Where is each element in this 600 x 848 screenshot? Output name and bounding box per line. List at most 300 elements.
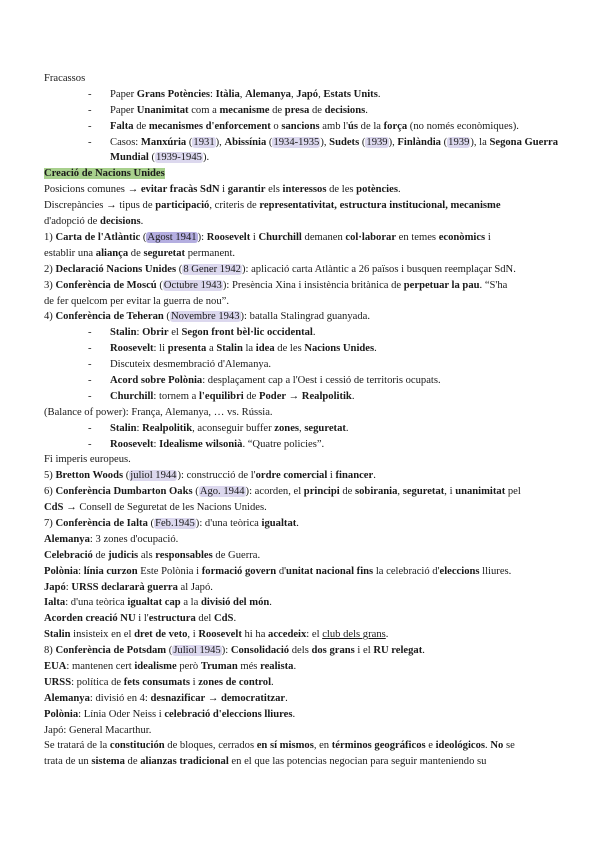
paragraph-line [44,214,560,230]
text-run: més [237,660,261,672]
text-run: Casos: [110,136,141,148]
text-run: 3) [44,279,56,291]
paragraph-line [44,500,560,516]
text-run: Posicions comunes → [44,184,141,196]
text-run: , i [187,629,199,641]
text-run: : 3 zones d'ocupació. [89,533,179,545]
text-run: , [397,486,403,498]
bold-text: garantir [227,184,266,196]
bold-text: Churchill [258,231,302,243]
text-run: lliures. [479,565,512,577]
text-run: 4) [44,311,56,323]
text-run: . [485,740,491,752]
text-run: Paper [110,88,137,100]
bold-text: econòmics [438,231,486,243]
bold-text: eleccions [439,565,480,577]
bold-text: Conferència de Ialta [55,517,148,529]
text-run: Paper [110,104,137,116]
bold-text: Segon front bèl·lic occidental [181,327,313,339]
fracassos-item [44,119,560,135]
bold-text: Acord sobre Polònia [110,374,203,386]
bold-text: Acorden creació NU [44,613,136,625]
bold-text: seguretat [402,486,445,498]
date-highlight: Ago. 1944 [199,486,245,498]
paragraph-line [44,294,560,310]
text-run: pel [505,486,521,498]
bold-text: términos geográficos [331,740,426,752]
bold-text: mecanismes d'enforcement [148,120,271,132]
fracassos-item [44,87,560,103]
dash-bullet: - [88,438,92,450]
text-run: ): batalla Stalingrad guanyada. [240,311,370,323]
bold-text: Obrir [142,327,169,339]
text-run: Discrepàncies → tipus de [44,200,156,212]
bold-text: desnazificar → democratitzar [150,692,286,704]
text-run: ( [166,645,173,657]
text-run: ( [192,486,199,498]
bold-text: CdS [44,502,64,514]
text-run: ): construcció de l' [177,470,256,482]
paragraph-line [44,611,560,627]
bold-text: Stalin [216,343,243,355]
text-run: ): aplicació carta Atlàntic a 26 països i busquen reemplaçar SdN. [241,263,516,275]
bold-text: Roosevelt [198,629,242,641]
text-run: 2) [44,263,56,275]
text-run: : Línia Oder Neiss i [78,708,165,720]
bold-text: ús [348,120,359,132]
bullet-item [44,389,560,405]
bold-text: Poder → Realpolitik [259,390,352,402]
dash-bullet: - [88,327,92,339]
text-run: en el que las potencias negocian para seguir manteniendo su [228,756,487,768]
bold-text: aliança [95,247,129,259]
bold-text: Sudets [329,136,360,148]
bold-text: Alemanya [44,692,90,704]
paragraph-line [44,182,560,198]
text-run: , [239,88,246,100]
bold-text: principi [303,486,340,498]
text-run: ( [266,136,273,148]
paragraph-line [44,452,560,468]
text-run: . [377,88,381,100]
bold-text: No [490,740,504,752]
text-run: : divisió en 4: [89,692,151,704]
text-run: : mantenen cert [66,660,135,672]
bullet-item [44,341,560,357]
bold-text: decisions [100,216,141,228]
paragraph-line [44,675,560,691]
paragraph-line [44,468,560,484]
text-run: de [128,247,144,259]
date-highlight: 1934-1935 [273,136,320,148]
bold-text: divisió del món [200,597,270,609]
fracassos-item-text [110,135,560,167]
bold-text: Declaració Nacions Unides [55,263,177,275]
text-run: . [285,692,288,704]
bold-text: Conferència de Teheran [55,311,164,323]
paragraph-line [44,548,560,564]
text-run: , [318,88,324,100]
bold-text: accedeix [268,629,307,641]
bold-text: URSS declararà guerra [71,581,178,593]
paragraph-line [44,405,560,421]
paragraph-line [44,659,560,675]
text-run: demanen [301,231,346,243]
underlined-text: club dels grans [322,629,386,641]
text-run: (Balance of power): França, Alemanya, … vs. Rússia. [44,406,273,418]
section-heading [44,166,560,182]
text-run: ( [156,279,163,291]
text-run: ( [140,231,147,243]
text-run: de les [326,184,357,196]
text-run: : [65,581,72,593]
bold-text: Idealisme wilsonià [159,438,243,450]
date-highlight: Octubre 1943 [163,279,222,291]
text-run: de [124,756,141,768]
text-run: ( [359,136,366,148]
text-run: ), [215,136,225,148]
bold-text: constitución [109,740,165,752]
body-lines [44,182,560,770]
text-run: . “Quatre policies”. [242,438,325,450]
bold-text: Nacions Unides [304,343,375,355]
text-run: ): Presència Xina i insistència britànica de [222,279,404,291]
bold-text: Roosevelt [110,438,154,450]
text-run: se [503,740,515,752]
paragraph-line [44,230,560,246]
text-run: de les [274,343,305,355]
text-run: ( [123,470,130,482]
bold-text: Polònia [44,708,79,720]
bold-text: dos grans [311,645,355,657]
text-run: als [138,549,156,561]
bold-text: evitar fracàs SdN [140,184,220,196]
text-run: de [92,549,109,561]
bold-text: Roosevelt [206,231,251,243]
bold-text: Finlàndia [397,136,441,148]
dash-bullet: - [88,374,92,386]
text-run: trata de un [44,756,92,768]
bold-text: perpetuar la pau [403,279,480,291]
fracassos-item-text [110,87,560,103]
text-run: en temes [396,231,439,243]
text-run: de bloques, cerrados [164,740,257,752]
date-highlight: juliol 1944 [130,470,177,482]
paragraph-line [44,723,560,739]
paragraph-line [44,309,560,325]
text-run: : tornem a [153,390,199,402]
text-run: dels [289,645,312,657]
bold-text: Stalin [44,629,71,641]
text-run: : el [306,629,323,641]
text-run: , en [313,740,332,752]
text-run: (no només econòmiques). [407,120,519,132]
text-run: hi ha [241,629,269,641]
text-run: : [210,88,216,100]
bold-text: Grans Potències [136,88,211,100]
text-run: : desplaçament cap a l'Oest i cessió de territoris ocupats. [202,374,441,386]
text-run: al Japó. [177,581,213,593]
text-run: de [269,104,285,116]
text-run: ): acorden, el [245,486,304,498]
text-run: amb l' [319,120,349,132]
text-run: . [312,327,316,339]
text-run: 1) [44,231,56,243]
text-run: ): d'una teòrica [195,517,262,529]
text-run: establir una [44,247,96,259]
bold-text: responsables [155,549,213,561]
dash-bullet: - [88,88,92,100]
text-run: ( [147,517,155,529]
text-run: com a [188,104,220,116]
text-run: i [219,184,228,196]
text-run: Se tratará de la [44,740,110,752]
bold-text: zones de control [198,676,272,688]
bold-text: Polònia [44,565,79,577]
text-run: ( [163,311,170,323]
bold-text: EUA [44,660,67,672]
bold-text: Manxúria [140,136,187,148]
bold-text: ordre comercial [255,470,328,482]
bold-text: Consolidació [230,645,290,657]
bold-text: seguretat [304,422,346,434]
fracassos-item [44,135,560,167]
bold-text: col·laborar [345,231,397,243]
text-run: : li [153,343,168,355]
text-run: ), la [470,136,490,148]
paragraph-line [44,246,560,262]
bold-text: Realpolitik [142,422,193,434]
text-run: . [140,216,144,228]
bullet-item [44,437,560,453]
text-run: Discuteix desmembració d'Alemanya. [110,359,272,371]
bold-text: igualtat cap [127,597,181,609]
bold-text: en sí mismos [256,740,314,752]
paragraph-line [44,595,560,611]
paragraph-line [44,643,560,659]
text-run: 8) [44,645,56,657]
section-title: Creació de Nacions Unides [44,168,165,180]
text-run: ( [148,152,156,164]
text-run: Japó: General Macarthur. [44,724,152,736]
bold-text: zones [274,422,300,434]
dash-bullet: - [88,120,92,132]
text-run: insisteix en el [70,629,135,641]
text-run: el [168,327,182,339]
bold-text: Japó [296,88,319,100]
paragraph-line [44,198,560,214]
bullet-item [44,357,560,373]
text-run: de fer quelcom per evitar la guerra de nou”. [44,295,230,307]
fracassos-item-text [110,103,560,119]
text-run: , criteris de [209,200,260,212]
bold-text: Stalin [110,422,137,434]
text-run: . [292,708,296,720]
bold-text: decisions [324,104,366,116]
bold-text: sancions [281,120,320,132]
text-run: d'adopció de [44,216,101,228]
bold-text: Bretton Woods [55,470,124,482]
text-run: . [365,104,368,116]
bold-text: mecanisme [219,104,270,116]
text-run: de [309,104,325,116]
bullet-item [44,421,560,437]
text-run: i [485,231,491,243]
text-run: : [153,438,160,450]
bold-text: alianzas tradicional [140,756,229,768]
bold-text: unitat nacional fins [286,565,374,577]
paragraph-line [44,580,560,596]
dash-bullet: - [88,104,92,116]
bold-text: presa [284,104,310,116]
text-run: la [242,343,256,355]
text-run: : d'una teòrica [65,597,128,609]
date-highlight: 1939 [366,136,388,148]
text-run: . [397,184,401,196]
text-run: de [339,486,356,498]
text-run: , i [444,486,456,498]
bold-text: CdS [214,613,234,625]
bold-text: estructura [148,613,196,625]
bold-text: financer [335,470,374,482]
text-run: . [385,629,389,641]
bold-text: Stalin [110,327,137,339]
bold-text: Abissínia [224,136,267,148]
bold-text: Unanimitat [136,104,189,116]
paragraph-line [44,707,560,723]
text-run: de Guerra. [212,549,261,561]
bullet-item [44,373,560,389]
bold-text: URSS [44,676,72,688]
date-highlight: Feb.1945 [155,517,195,529]
bullet-item [44,325,560,341]
text-run: , [290,88,297,100]
text-run: . [271,676,274,688]
paragraph-line [44,564,560,580]
paragraph-line [44,738,560,754]
text-run: del [195,613,215,625]
date-highlight: 8 Gener 1942 [183,263,241,275]
text-run: ). [202,152,210,164]
text-run: a la [180,597,201,609]
bold-text: Alemanya [245,88,291,100]
bold-text: representativitat, estructura institucional, mecanisme [259,200,501,212]
bold-text: Churchill [110,390,154,402]
date-highlight: 1939-1945 [156,152,202,164]
bold-text: Conferència de Moscú [55,279,157,291]
bold-text: sobirania [355,486,398,498]
bold-text: Celebració [44,549,93,561]
text-run: a [206,343,217,355]
bold-text: l'equilibri [198,390,244,402]
date-highlight: 1931 [193,136,215,148]
fracassos-list [44,87,560,166]
bold-text: presenta [167,343,207,355]
paragraph-line [44,262,560,278]
bold-text: Segona Guerra Mundial [110,136,559,164]
fracassos-item-text [110,119,560,135]
text-run: , [299,422,305,434]
text-run: 7) [44,517,56,529]
text-run: ), [320,136,330,148]
text-run: ( [440,136,448,148]
text-run: els [265,184,283,196]
fracassos-heading: Fracassos [44,73,86,84]
text-run: : [136,422,143,434]
paragraph-line [44,691,560,707]
bold-text: participació [155,200,210,212]
bold-text: seguretat [143,247,186,259]
bold-text: Estats Units [323,88,378,100]
date-highlight: Juliol 1945 [173,645,221,657]
bold-text: interessos [282,184,327,196]
text-run: . [345,422,349,434]
bold-text: RU relegat [373,645,423,657]
text-run: i [327,470,336,482]
text-run: de [133,120,149,132]
text-run: de [243,390,260,402]
bold-text: Carta de l'Atlàntic [55,231,141,243]
bold-text: Falta [110,120,134,132]
date-highlight: 1939 [448,136,470,148]
text-run: : [136,327,143,339]
bold-text: Conferència Dumbarton Oaks [55,486,193,498]
bold-text: força [383,120,408,132]
text-run: e [425,740,436,752]
text-run: permanent. [185,247,236,259]
dash-bullet: - [88,136,92,148]
bold-text: Itàlia [215,88,240,100]
text-run: . [374,343,377,355]
bold-text: Ialta [44,597,66,609]
dash-bullet: - [88,359,92,371]
paragraph-line [44,754,560,770]
date-highlight: Agost 1941 [147,231,197,243]
text-run: i [189,676,199,688]
document-body [44,71,560,770]
bold-text: dret de veto [134,629,188,641]
text-run: i [250,231,259,243]
fracassos-item [44,103,560,119]
text-run: ): [197,231,207,243]
bold-text: judicis [108,549,139,561]
bold-text: formació govern [201,565,277,577]
bold-text: realista [260,660,294,672]
bold-text: fets consumats [123,676,190,688]
bold-text: ideológicos [435,740,486,752]
text-run: . [233,613,237,625]
bold-text: unanimitat [455,486,506,498]
bold-text: Japó [44,581,66,593]
paragraph-line [44,532,560,548]
bold-text: Conferència de Potsdam [55,645,167,657]
text-run: : [78,565,84,577]
text-run: : política de [71,676,124,688]
text-run: o [270,120,282,132]
paragraph-line [44,484,560,500]
bold-text: idea [255,343,275,355]
date-highlight: Novembre 1943 [170,311,240,323]
text-run: . “S'ha [479,279,508,291]
text-run: . [269,597,272,609]
bold-text: igualtat [261,517,297,529]
dash-bullet: - [88,343,92,355]
bold-text: Roosevelt [110,343,154,355]
text-run: → Consell de Seguretat de les Nacions Unides. [63,502,267,514]
text-run: . [351,390,355,402]
bold-text: idealisme [134,660,177,672]
dash-bullet: - [88,422,92,434]
